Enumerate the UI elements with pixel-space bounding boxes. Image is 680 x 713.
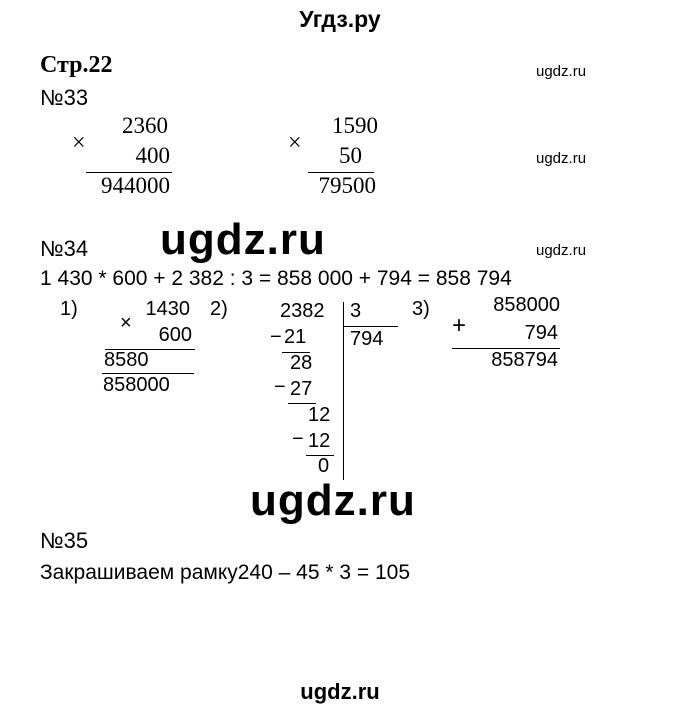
product: 944000 xyxy=(101,173,170,198)
task-33-label: №33 xyxy=(40,85,89,110)
task-34-expression: 1 430 * 600 + 2 382 : 3 = 858 000 + 794 = 858 794 xyxy=(40,267,512,290)
subtrahend-2: 27 xyxy=(290,378,313,400)
watermark-big: ugdz.ru xyxy=(160,215,326,264)
multiply-sign: × xyxy=(120,312,132,334)
divisor: 3 xyxy=(350,300,362,322)
final-remainder: 0 xyxy=(318,455,330,477)
factor-a: 2360 xyxy=(122,113,168,138)
watermark-small: ugdz.ru xyxy=(536,63,587,80)
footer-watermark: ugdz.ru xyxy=(300,679,380,704)
watermark-small: ugdz.ru xyxy=(536,150,587,167)
minus-sign: − xyxy=(292,428,304,450)
division-bar xyxy=(343,302,344,480)
minus-sign: − xyxy=(274,376,286,398)
addend-b: 794 xyxy=(524,322,558,344)
product: 79500 xyxy=(318,173,376,198)
dividend: 2382 xyxy=(280,300,325,322)
task-35-label: №35 xyxy=(40,528,89,553)
quotient: 794 xyxy=(350,328,384,350)
factor-b: 50 xyxy=(339,143,362,168)
task-34-label: №34 xyxy=(40,236,89,261)
step-number: 1) xyxy=(60,298,78,320)
plus-sign: + xyxy=(452,312,467,339)
watermark-small: ugdz.ru xyxy=(536,242,587,259)
partial-product: 8580 xyxy=(104,349,149,371)
factor-b: 400 xyxy=(135,143,170,168)
product: 858000 xyxy=(103,374,170,396)
remainder-2: 12 xyxy=(308,404,331,426)
minus-sign: − xyxy=(270,326,282,348)
page-label: Стр.22 xyxy=(40,52,113,78)
factor-b: 600 xyxy=(158,324,192,346)
step-number: 2) xyxy=(210,298,228,320)
task-35-text: Закрашиваем рамку240 – 45 * 3 = 105 xyxy=(40,561,410,584)
subtrahend-1: 21 xyxy=(284,326,307,348)
remainder-1: 28 xyxy=(290,352,313,374)
factor-a: 1590 xyxy=(332,113,378,138)
addend-a: 858000 xyxy=(493,294,560,316)
multiply-sign: × xyxy=(288,130,302,156)
sum: 858794 xyxy=(491,349,558,371)
watermark-big: ugdz.ru xyxy=(250,476,416,525)
factor-a: 1430 xyxy=(145,298,190,320)
multiply-sign: × xyxy=(72,130,86,156)
site-title: Угдз.ру xyxy=(299,6,381,32)
subtrahend-3: 12 xyxy=(308,430,331,452)
divisor-line xyxy=(343,326,398,327)
step-number: 3) xyxy=(412,298,430,320)
